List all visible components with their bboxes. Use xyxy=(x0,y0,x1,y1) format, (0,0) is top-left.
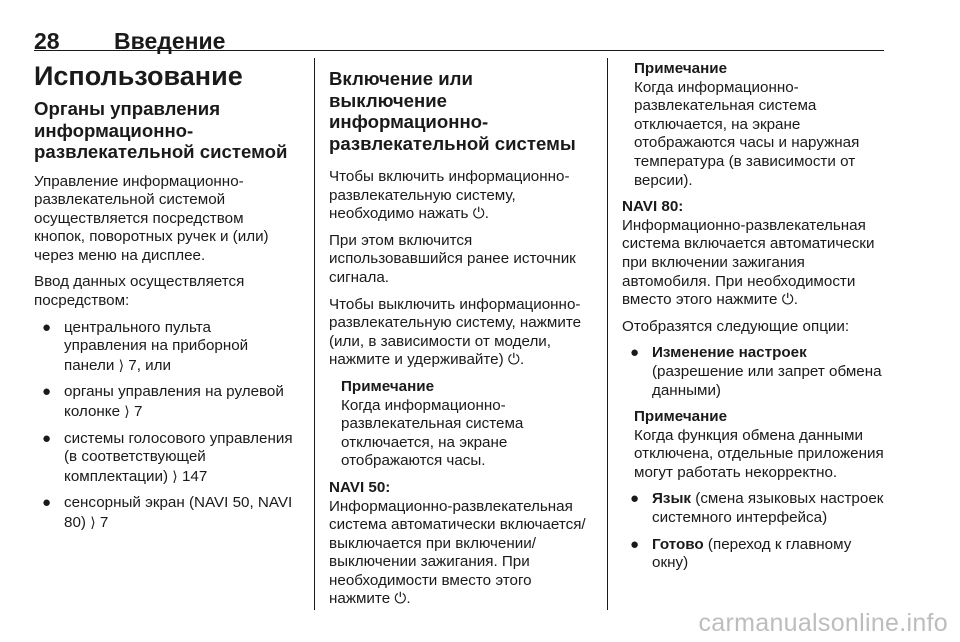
options-list xyxy=(622,344,888,400)
section-title: Включение или выключение информационно-развлекательной системы xyxy=(329,68,576,154)
paragraph: Управление информационно-развлекательной системой осуществляется посредством кнопок, поворотных ручек и (или) через меню на дисплее. xyxy=(34,172,269,264)
page-ref-arrow-icon: ⟩ xyxy=(124,403,130,420)
paragraph-text: Информационно-развлекательная система автоматически включается/выключается при включении/выключении зажигания. При необходимости вместо этого нажмите xyxy=(329,497,586,608)
note-text: Когда информационно-развлекательная система отключается, на экране отображаются часы и наружная температура (в зависимости от версии). xyxy=(634,78,860,189)
note-title: Примечание xyxy=(634,408,728,426)
note-text: Когда функция обмена данными отключена, отдельные приложения могут работать некорректно. xyxy=(634,426,884,481)
option-term: Язык xyxy=(652,490,692,508)
list-item-text: центрального пульта управления на приборной панели xyxy=(64,318,249,374)
note-title: Примечание xyxy=(634,60,728,77)
paragraph: Ввод данных осуществляется посредством: xyxy=(34,273,245,310)
input-methods-list xyxy=(34,319,298,533)
option-term: Готово xyxy=(652,535,704,553)
options-list xyxy=(622,490,888,572)
list-item xyxy=(622,490,888,527)
bullet-icon: ● xyxy=(630,344,640,362)
power-icon: ⏻ xyxy=(472,205,485,223)
page-ref-arrow-icon: ⟩ xyxy=(172,467,178,484)
list-item xyxy=(34,430,298,487)
note xyxy=(622,408,888,482)
subsection-title: Органы управления информационно-развлекательной системой xyxy=(34,98,288,162)
period: . xyxy=(484,205,489,223)
navi80-heading: NAVI 80: xyxy=(622,198,684,216)
watermark: carmanualsonline.info xyxy=(698,609,948,637)
paragraph xyxy=(622,217,888,310)
page-ref[interactable]: 147 xyxy=(181,467,208,485)
paragraph xyxy=(329,498,591,610)
page-number: 28 xyxy=(34,28,60,54)
note xyxy=(622,60,888,190)
bullet-icon: ● xyxy=(630,535,640,553)
option-text: (переход к главному окну) xyxy=(652,535,852,572)
paragraph-text: Информационно-развлекательная система включается автоматически при включении зажигания автомобиля. При необходимости вместо этого нажмите xyxy=(622,216,875,309)
list-item-text: органы управления на рулевой колонке xyxy=(64,383,284,421)
column-3 xyxy=(622,60,888,581)
note-title: Примечание xyxy=(341,377,435,395)
bullet-icon: ● xyxy=(42,429,52,447)
page-ref[interactable]: 7, или xyxy=(128,356,172,374)
power-icon: ⏻ xyxy=(507,351,520,369)
page-ref-arrow-icon: ⟩ xyxy=(90,514,96,530)
list-item-text: системы голосового управления (в соответствующей комплектации) xyxy=(64,429,293,485)
running-title: Введение xyxy=(114,28,226,54)
option-text: (смена языковых настроек системного интерфейса) xyxy=(652,490,884,527)
bullet-icon: ● xyxy=(42,318,52,336)
page-ref-arrow-icon: ⟩ xyxy=(118,356,125,373)
navi50-heading: NAVI 50: xyxy=(329,478,391,496)
power-icon: ⏻ xyxy=(394,590,407,608)
note xyxy=(329,378,591,471)
note-text: Когда информационно-развлекательная система отключается, на экране отображаются часы. xyxy=(341,396,524,470)
column-2 xyxy=(329,60,591,617)
bullet-icon: ● xyxy=(630,490,640,508)
paragraph-text: Чтобы выключить информационно-развлекательную систему, нажмите (или, в зависимости от модели, нажмите и удерживайте) xyxy=(329,295,582,369)
bullet-icon: ● xyxy=(42,383,52,401)
period: . xyxy=(406,590,411,608)
list-item xyxy=(34,383,298,421)
column-divider xyxy=(314,58,315,610)
page-header xyxy=(34,10,884,54)
paragraph: При этом включится использовавшийся ранее источник сигнала. xyxy=(329,231,576,286)
period: . xyxy=(793,291,798,309)
section-title: Использование xyxy=(34,61,243,91)
option-text: (разрешение или запрет обмена данными) xyxy=(652,362,882,399)
page-ref[interactable]: 7 xyxy=(134,403,143,421)
list-item xyxy=(34,319,298,376)
paragraph xyxy=(329,168,591,224)
list-item-text: сенсорный экран (NAVI 50, NAVI 80) xyxy=(64,494,293,531)
list-item xyxy=(622,536,888,573)
power-icon: ⏻ xyxy=(781,291,794,309)
list-item xyxy=(34,494,298,532)
list-item xyxy=(622,344,888,400)
paragraph-text: Чтобы включить информационно-развлекательную систему, необходимо нажать xyxy=(329,168,570,223)
option-term: Изменение настроек xyxy=(652,344,807,362)
column-divider xyxy=(607,58,608,610)
page-ref[interactable]: 7 xyxy=(99,514,109,531)
paragraph: Отобразятся следующие опции: xyxy=(622,317,850,335)
period: . xyxy=(519,351,525,369)
column-1 xyxy=(34,60,298,541)
bullet-icon: ● xyxy=(42,494,52,512)
paragraph xyxy=(329,296,591,370)
